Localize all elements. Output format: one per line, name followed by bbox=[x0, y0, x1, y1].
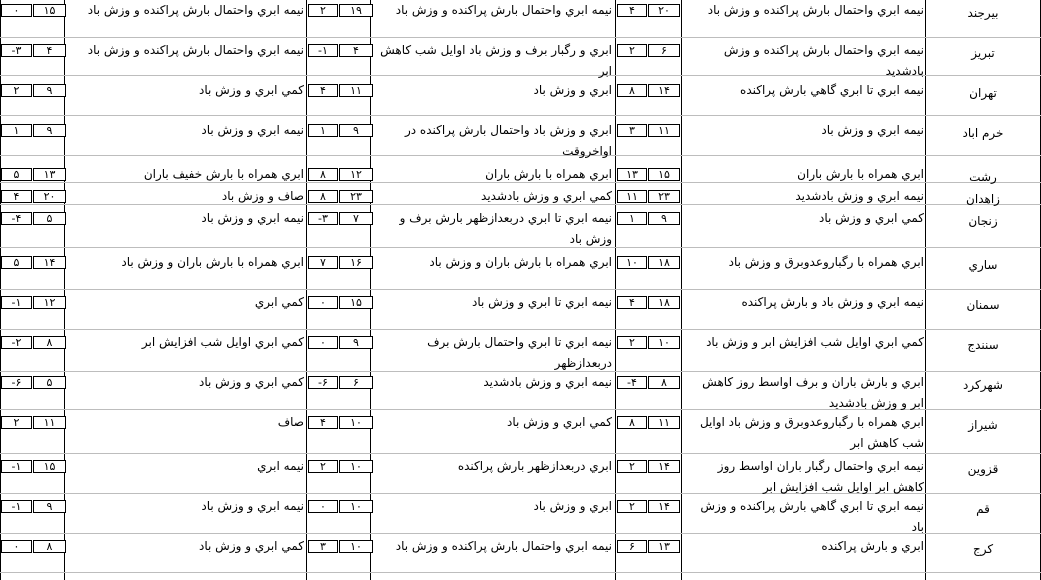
max-temp: ۸ bbox=[648, 376, 680, 389]
min-temp: ۱- bbox=[1, 296, 32, 309]
min-temp: ۴ bbox=[308, 416, 338, 429]
min-temp: ۳- bbox=[1, 44, 32, 57]
forecast-text: نيمه ابري واحتمال رگبار باران اواسط روز كاهش ابر اوايل شب افزايش ابر bbox=[717, 459, 924, 494]
min-temp: ۲ bbox=[308, 4, 338, 17]
max-temp: ۹ bbox=[339, 124, 373, 137]
max-temp: ۱۴ bbox=[648, 84, 680, 97]
forecast-text: نيمه ابري و وزش باد bbox=[201, 211, 304, 225]
forecast-text: كمي ابري اوايل شب افزايش ابر bbox=[141, 335, 304, 349]
min-temp: ۰ bbox=[308, 296, 338, 309]
max-temp: ۱۵ bbox=[648, 168, 680, 181]
min-temp: ۶ bbox=[617, 540, 647, 553]
max-temp: ۷ bbox=[339, 212, 373, 225]
min-temp: ۷ bbox=[308, 256, 338, 269]
forecast-text: ابري و بارش پراكنده bbox=[821, 539, 924, 553]
max-temp: ۹ bbox=[339, 336, 373, 349]
max-temp: ۸ bbox=[33, 540, 66, 553]
forecast-text: نيمه ابري و وزش باد bbox=[821, 123, 924, 137]
min-temp: ۳ bbox=[617, 124, 647, 137]
min-temp: ۲ bbox=[617, 336, 647, 349]
forecast-text: ابري همراه با بارش خفيف باران bbox=[143, 167, 304, 181]
forecast-text: نيمه ابري واحتمال بارش پراكنده و وزش باد bbox=[395, 539, 612, 553]
max-temp: ۱۱ bbox=[339, 84, 373, 97]
max-temp: ۱۰ bbox=[648, 336, 680, 349]
forecast-text: ابري همراه با بارش باران و وزش باد bbox=[429, 255, 612, 269]
forecast-text: نيمه ابري و وزش باد bbox=[201, 123, 304, 137]
min-temp: ۲ bbox=[617, 500, 647, 513]
row-divider bbox=[0, 289, 1041, 290]
min-temp: ۵ bbox=[1, 168, 32, 181]
max-temp: ۱۸ bbox=[648, 256, 680, 269]
forecast-text: كمي ابري و وزش باد bbox=[507, 415, 612, 429]
max-temp: ۹ bbox=[648, 212, 680, 225]
city-name: شهركرد bbox=[963, 378, 1003, 392]
forecast-text: نيمه ابري واحتمال بارش پراكنده و وزش باد bbox=[87, 43, 304, 57]
max-temp: ۹ bbox=[33, 84, 66, 97]
max-temp: ۱۱ bbox=[648, 416, 680, 429]
max-temp: ۶ bbox=[339, 376, 373, 389]
forecast-text: نيمه ابري واحتمال بارش پراكنده و وزش باد bbox=[707, 3, 924, 17]
min-temp: ۳ bbox=[308, 540, 338, 553]
city-name: قم bbox=[976, 502, 990, 516]
forecast-text: ابري دربعدازظهر بارش پراكنده bbox=[457, 459, 612, 473]
min-temp: ۴ bbox=[617, 296, 647, 309]
forecast-text: نيمه ابري و وزش بادشديد bbox=[483, 375, 612, 389]
max-temp: ۱۳ bbox=[33, 168, 66, 181]
forecast-text: نيمه ابري تا ابري و وزش باد bbox=[472, 295, 612, 309]
max-temp: ۸ bbox=[33, 336, 66, 349]
min-temp: ۸ bbox=[308, 190, 338, 203]
max-temp: ۱۰ bbox=[339, 460, 373, 473]
max-temp: ۹ bbox=[33, 124, 66, 137]
forecast-text: صاف و وزش باد bbox=[221, 189, 304, 203]
max-temp: ۴ bbox=[339, 44, 373, 57]
min-temp: ۰ bbox=[1, 540, 32, 553]
city-name: زنجان bbox=[968, 214, 998, 228]
forecast-text: ابري و وزش باد bbox=[533, 83, 612, 97]
city-name: ساري bbox=[968, 258, 998, 272]
forecast-text: نيمه ابري واحتمال بارش پراكنده و وزش باد bbox=[395, 3, 612, 17]
city-name: بيرجند bbox=[967, 6, 999, 20]
min-temp: ۸ bbox=[617, 84, 647, 97]
min-temp: ۱ bbox=[308, 124, 338, 137]
max-temp: ۱۳ bbox=[648, 540, 680, 553]
forecast-text: ابري و وزش باد واحتمال بارش پراكنده در اواخروقت bbox=[404, 123, 612, 158]
max-temp: ۲۰ bbox=[648, 4, 680, 17]
min-temp: ۴ bbox=[1, 190, 32, 203]
max-temp: ۱۰ bbox=[339, 540, 373, 553]
city-name: سنندج bbox=[967, 338, 999, 352]
row-divider bbox=[0, 329, 1041, 330]
row-divider bbox=[0, 115, 1041, 116]
min-temp: ۴ bbox=[617, 4, 647, 17]
min-temp: ۱ bbox=[617, 212, 647, 225]
forecast-text: نيمه ابري تا ابري گاهي بارش پراكنده و وزش باد bbox=[700, 499, 924, 534]
row-divider bbox=[0, 37, 1041, 38]
forecast-text: نيمه ابري تا ابري واحتمال بارش برف دربعدازظهر bbox=[427, 335, 612, 370]
city-name: سمنان bbox=[966, 298, 1000, 312]
max-temp: ۱۵ bbox=[33, 4, 66, 17]
row-divider bbox=[0, 572, 1041, 573]
min-temp: ۲ bbox=[1, 416, 32, 429]
min-temp: ۰ bbox=[308, 336, 338, 349]
city-name: خرم اباد bbox=[962, 126, 1004, 140]
min-temp: ۱ bbox=[1, 124, 32, 137]
min-temp: ۴ bbox=[308, 84, 338, 97]
forecast-text: نيمه ابري و وزش باد bbox=[201, 499, 304, 513]
max-temp: ۵ bbox=[33, 376, 66, 389]
forecast-text: نيمه ابري تا ابري گاهي بارش پراكنده bbox=[740, 83, 924, 97]
forecast-text: ابري و رگبار برف و وزش باد اوايل شب كاهش ابر bbox=[380, 43, 612, 78]
city-name: كرج bbox=[972, 542, 994, 556]
min-temp: ۱۱ bbox=[617, 190, 647, 203]
max-temp: ۱۴ bbox=[33, 256, 66, 269]
forecast-text: ابري و بارش باران و برف اواسط روز كاهش ابر و وزش بادشديد bbox=[702, 375, 924, 410]
forecast-text: ابري همراه با رگباروعدوبرق و وزش باد اوايل شب كاهش ابر bbox=[699, 415, 924, 450]
max-temp: ۴ bbox=[33, 44, 66, 57]
min-temp: ۲ bbox=[617, 460, 647, 473]
forecast-text: ابري همراه با رگباروعدوبرق و وزش باد bbox=[728, 255, 924, 269]
min-temp: ۱- bbox=[308, 44, 338, 57]
city-name: شيراز bbox=[968, 418, 998, 432]
min-temp: ۸ bbox=[308, 168, 338, 181]
max-temp: ۲۳ bbox=[648, 190, 680, 203]
min-temp: ۱- bbox=[1, 500, 32, 513]
min-temp: ۲- bbox=[1, 336, 32, 349]
forecast-text: كمي ابري bbox=[254, 295, 304, 309]
max-temp: ۱۰ bbox=[339, 416, 373, 429]
forecast-text: كمي ابري اوايل شب افزايش ابر و وزش باد bbox=[706, 335, 924, 349]
min-temp: ۲ bbox=[1, 84, 32, 97]
city-name: زاهدان bbox=[966, 192, 1000, 206]
forecast-text: ابري همراه با بارش باران و وزش باد bbox=[121, 255, 304, 269]
forecast-text: كمي ابري و وزش باد bbox=[199, 83, 304, 97]
min-temp: ۱۰ bbox=[617, 256, 647, 269]
forecast-text: ابري و وزش باد bbox=[533, 499, 612, 513]
forecast-text: صاف bbox=[277, 415, 304, 429]
min-temp: ۲ bbox=[308, 460, 338, 473]
forecast-text: كمي ابري و وزش باد bbox=[819, 211, 924, 225]
min-temp: ۱۳ bbox=[617, 168, 647, 181]
max-temp: ۵ bbox=[33, 212, 66, 225]
min-temp: ۴- bbox=[617, 376, 647, 389]
forecast-text: نيمه ابري واحتمال بارش پراكنده و وزش بادشديد bbox=[723, 43, 924, 78]
forecast-text: نيمه ابري تا ابري دربعدازظهر بارش برف و وزش باد bbox=[399, 211, 612, 246]
max-temp: ۱۱ bbox=[648, 124, 680, 137]
max-temp: ۲۰ bbox=[33, 190, 66, 203]
max-temp: ۲۳ bbox=[339, 190, 373, 203]
forecast-text: كمي ابري و وزش باد bbox=[199, 539, 304, 553]
forecast-text: نيمه ابري واحتمال بارش پراكنده و وزش باد bbox=[87, 3, 304, 17]
max-temp: ۱۵ bbox=[339, 296, 373, 309]
min-temp: ۵ bbox=[1, 256, 32, 269]
forecast-text: نيمه ابري bbox=[257, 459, 304, 473]
min-temp: ۳- bbox=[308, 212, 338, 225]
city-name: تبريز bbox=[971, 46, 995, 60]
forecast-text: كمي ابري و وزش بادشديد bbox=[481, 189, 612, 203]
min-temp: ۶- bbox=[1, 376, 32, 389]
max-temp: ۱۴ bbox=[648, 500, 680, 513]
min-temp: ۶- bbox=[308, 376, 338, 389]
max-temp: ۱۲ bbox=[339, 168, 373, 181]
max-temp: ۱۴ bbox=[648, 460, 680, 473]
forecast-text: كمي ابري و وزش باد bbox=[199, 375, 304, 389]
forecast-text: نيمه ابري و وزش بادشديد bbox=[795, 189, 924, 203]
min-temp: ۴- bbox=[1, 212, 32, 225]
max-temp: ۱۸ bbox=[648, 296, 680, 309]
min-temp: ۰ bbox=[308, 500, 338, 513]
forecast-text: ابري همراه با بارش باران bbox=[485, 167, 612, 181]
min-temp: ۰ bbox=[1, 4, 32, 17]
city-name: رشت bbox=[969, 170, 997, 184]
min-temp: ۲ bbox=[617, 44, 647, 57]
forecast-text: ابري همراه با بارش باران bbox=[797, 167, 924, 181]
max-temp: ۱۹ bbox=[339, 4, 373, 17]
max-temp: ۱۶ bbox=[339, 256, 373, 269]
max-temp: ۱۵ bbox=[33, 460, 66, 473]
min-temp: ۱- bbox=[1, 460, 32, 473]
min-temp: ۸ bbox=[617, 416, 647, 429]
city-name: قزوين bbox=[967, 462, 999, 476]
max-temp: ۹ bbox=[33, 500, 66, 513]
max-temp: ۱۲ bbox=[33, 296, 66, 309]
forecast-text: نيمه ابري و وزش باد و بارش پراكنده bbox=[741, 295, 924, 309]
city-name: تهران bbox=[969, 86, 997, 100]
max-temp: ۱۰ bbox=[339, 500, 373, 513]
max-temp: ۱۱ bbox=[33, 416, 66, 429]
max-temp: ۶ bbox=[648, 44, 680, 57]
